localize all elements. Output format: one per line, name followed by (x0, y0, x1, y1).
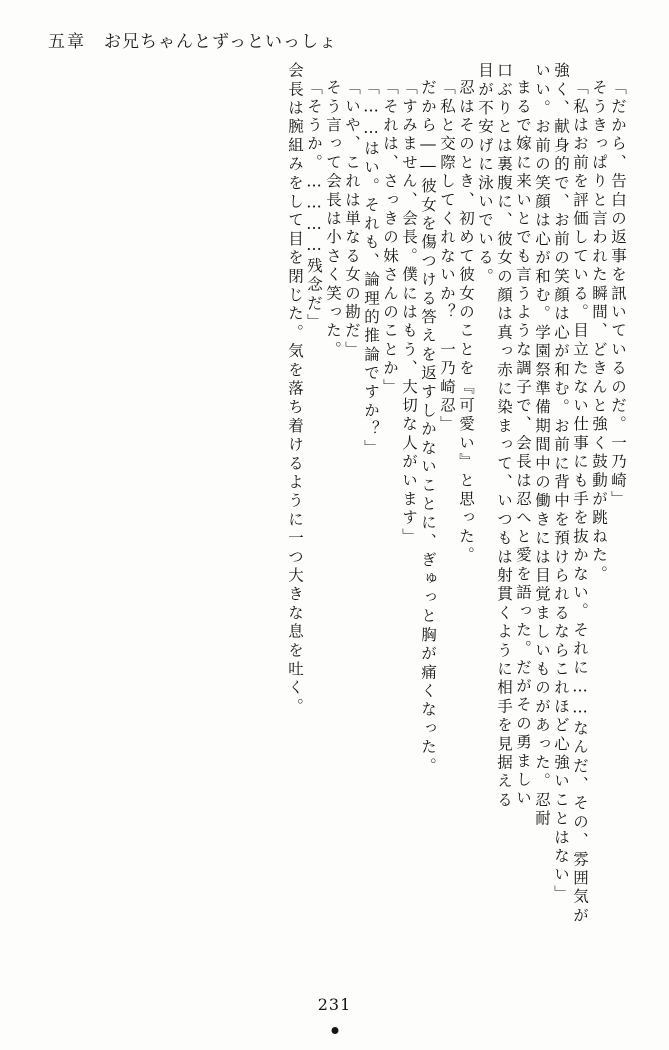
text-column: 「すみません、会長。僕にはもう、大切な人がいます」 (400, 79, 418, 547)
text-column: 「だから、告白の返事を訊いているのだ。一乃崎」 (609, 79, 627, 510)
text-column: 忍はそのとき、初めて彼女のことを『可愛い』と思った。 (457, 79, 475, 566)
text-column: 「それは、さっきの妹さんのことか」 (381, 79, 399, 397)
page-number: 231 (317, 995, 352, 1014)
text-column: 「私と交際してくれないか？ 一乃崎忍」 (438, 79, 456, 435)
text-column: 強く、献身的で、お前の笑顔は心が和む。お前に背中を預けられるならこれほど心強いことはない」 (552, 62, 570, 904)
text-column: 「いや、これは単なる女の勘だ」 (343, 79, 361, 360)
footer-dot-icon (331, 1027, 338, 1034)
text-column: 「……はい。それも、論理的推論ですか？」 (362, 79, 380, 458)
text-column: そう言って会長は小さく笑った。 (324, 79, 342, 360)
text-column: 「そうか。…………残念だ」 (305, 79, 323, 333)
text-column: そうきっぱりと言われた瞬間、どきんと強く鼓動が跳ねた。 (590, 79, 608, 584)
text-column: だから――彼女を傷つける答えを返すしかないことに、ぎゅっと胸が痛くなった。 (419, 79, 437, 776)
text-column: まるで嫁に来いとでも言うような調子で、会長は忍へと愛を語った。だがその勇ましい (514, 79, 532, 809)
chapter-title: お兄ちゃんとずっといっしょ (104, 31, 337, 52)
page-header (48, 24, 621, 54)
text-column: 目が不安げに泳いでいる。 (476, 62, 494, 287)
text-column: 「私はお前を評価している。目立たない仕事にも手を抜かない。それに……なんだ、その、雰囲気が (571, 79, 589, 926)
chapter-number: 五章 (48, 31, 86, 52)
text-column: 会長は腕組みをして目を閉じた。気を落ち着けるように一つ大きな息を吐く。 (286, 62, 304, 717)
page-body (42, 62, 625, 960)
text-column: いい。お前の笑顔は心が和む。学園祭準備期間中の働きには目覚ましいものがあった。忍耐 (533, 62, 551, 829)
text-column: 口ぶりとは裏腹に、彼女の顔は真っ赤に染まって、いつもは射貫くように相手を見据える (495, 62, 513, 810)
